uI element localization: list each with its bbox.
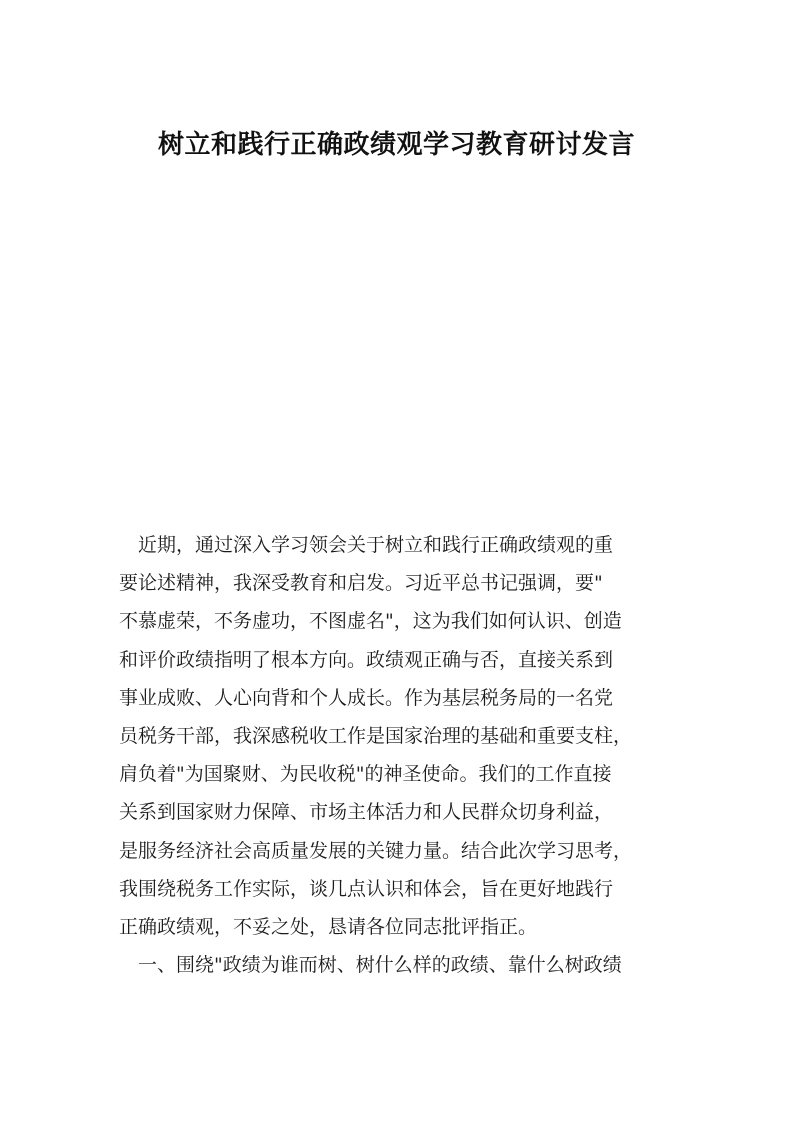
paragraph-1-line-11: 正确政绩观，不妥之处，恳请各位同志批评指正。	[119, 915, 538, 938]
paragraph-1-line-9: 是服务经济社会高质量发展的关键力量。结合此次学习思考，	[119, 839, 633, 862]
paragraph-1-line-3: 不慕虚荣，不务虚功，不图虚名"，这为我们如何认识、创造	[119, 610, 622, 633]
paragraph-1-line-6: 员税务干部，我深感税收工作是国家治理的基础和重要支柱，	[119, 724, 633, 747]
paragraph-1-line-1: 近期，通过深入学习领会关于树立和践行正确政绩观的重	[138, 534, 614, 556]
paragraph-1-line-7: 肩负着"为国聚财、为民收税"的神圣使命。我们的工作直接	[119, 763, 612, 786]
paragraph-1-line-8: 关系到国家财力保障、市场主体活力和人民群众切身利益，	[119, 801, 614, 824]
paragraph-1-line-2: 要论述精神，我深受教育和启发。习近平总书记强调，要"	[119, 572, 603, 595]
section-heading-1-line-1: 一、围绕"政绩为谁而树、树什么样的政绩、靠什么树政绩	[138, 954, 622, 977]
document-title: 树立和践行正确政绩观学习教育研讨发言	[157, 130, 635, 160]
document-body	[119, 526, 679, 984]
paragraph-1-line-10: 我围绕税务工作实际，谈几点认识和体会，旨在更好地践行	[119, 877, 614, 900]
paragraph-1-line-4: 和评价政绩指明了根本方向。政绩观正确与否，直接关系到	[119, 648, 614, 671]
paragraph-1-line-5: 事业成败、人心向背和个人成长。作为基层税务局的一名党	[119, 686, 614, 709]
